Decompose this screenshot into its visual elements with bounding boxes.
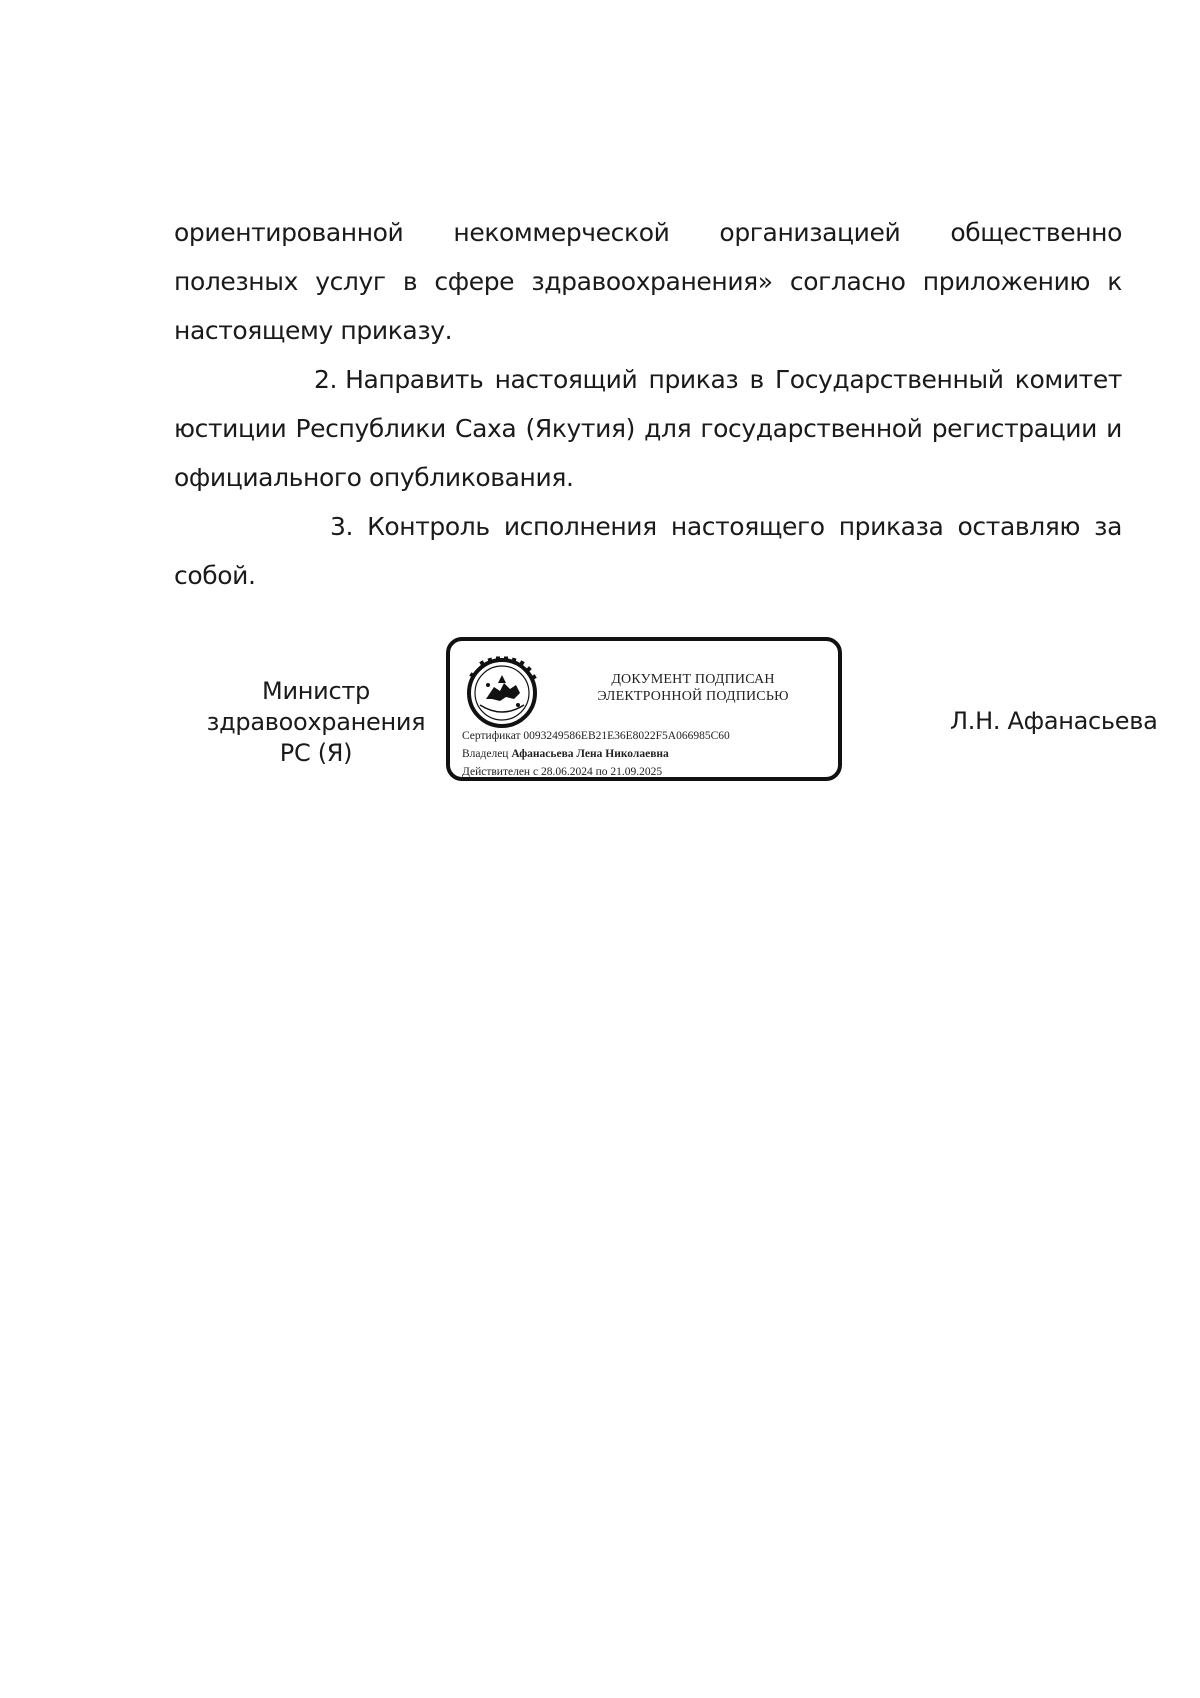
valid-to-label: по <box>595 766 608 778</box>
signer-name: Л.Н. Афанасьева <box>950 707 1158 735</box>
coat-of-arms-icon <box>464 655 540 731</box>
item-2-number: 2. <box>314 365 338 394</box>
document-body <box>174 208 1122 600</box>
item-2-text: Направить настоящий приказ в Государственный комитет юстиции Республики Саха (Якутия) для государственной регистрации и официального опубликования. <box>174 365 1122 492</box>
validity-label: Действителен <box>462 766 531 778</box>
signer-position <box>196 676 436 769</box>
certificate-row <box>462 727 838 745</box>
owner-row <box>462 745 838 763</box>
valid-from-date: 28.06.2024 <box>540 766 593 778</box>
owner-label: Владелец <box>462 748 509 760</box>
stamp-title-line-1: ДОКУМЕНТ ПОДПИСАН <box>611 672 775 687</box>
paragraph-continuation <box>174 208 1122 355</box>
validity-row <box>462 763 838 781</box>
item-3-text: Контроль исполнения настоящего приказа оставляю за собой. <box>174 512 1122 590</box>
valid-to-date: 21.09.2025 <box>610 766 663 778</box>
owner-name: Афанасьева Лена Николаевна <box>511 748 669 760</box>
position-line-1: Министр <box>262 677 370 705</box>
electronic-signature-stamp <box>446 637 842 781</box>
paragraph-item-2 <box>174 355 1122 502</box>
paragraph-item-3 <box>174 502 1122 600</box>
valid-from-label: с <box>532 766 539 778</box>
position-line-3: РС (Я) <box>279 739 353 767</box>
stamp-title <box>550 671 836 705</box>
paragraph-1-text: ориентированной некоммерческой организацией общественно полезных услуг в сфере здравоохранения» согласно приложению к настоящему приказу. <box>174 218 1122 345</box>
certificate-number: 0093249586EB21E36E8022F5A066985C60 <box>523 730 730 742</box>
position-line-2: здравоохранения <box>206 708 426 736</box>
stamp-title-line-2: ЭЛЕКТРОННОЙ ПОДПИСЬЮ <box>597 689 789 704</box>
item-3-number: 3. <box>330 512 354 541</box>
certificate-label: Сертификат <box>462 730 521 742</box>
stamp-details <box>462 727 838 781</box>
